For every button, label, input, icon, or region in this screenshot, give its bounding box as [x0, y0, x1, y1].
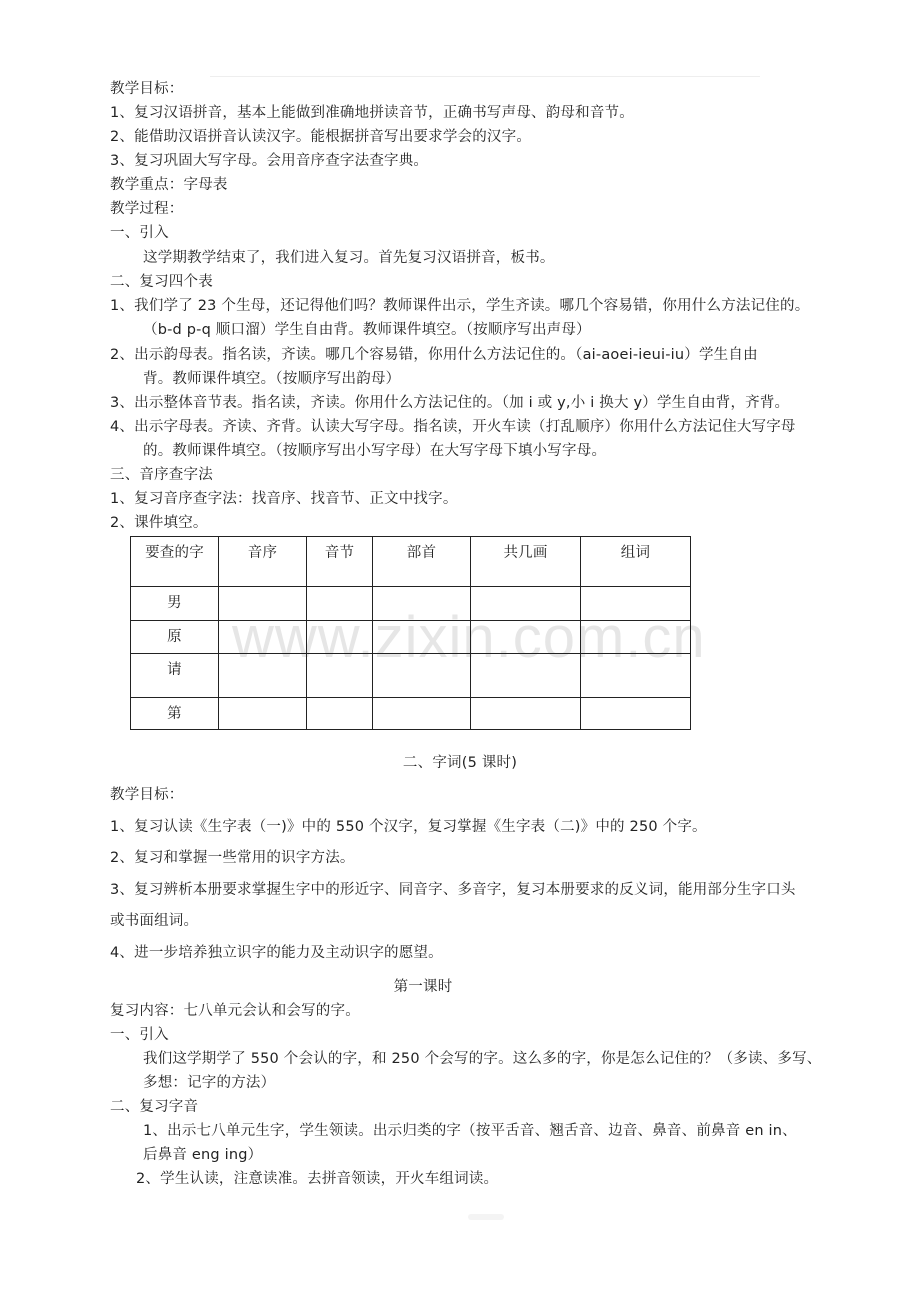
- review-item-cont: 背。教师课件填空。（按顺序写出韵母）: [143, 371, 401, 387]
- goal-line: 2、能借助汉语拼音认读汉字。能根据拼音写出要求学会的汉字。: [110, 129, 532, 145]
- table-header-cell: 部首: [373, 537, 471, 587]
- intro-text: 我们这学期学了 550 个会认的字，和 250 个会写的字。这么多的字，你是怎么记住的？（多读、多写、: [143, 1051, 822, 1067]
- table-cell: 请: [131, 654, 219, 698]
- review-item: 1、我们学了 23 个生母，还记得他们吗？教师课件出示，学生齐读。哪几个容易错，你用什么方法记住的。: [110, 298, 810, 314]
- review-heading: 二、复习四个表: [110, 274, 213, 290]
- intro-heading: 一、引入: [110, 1027, 169, 1043]
- table-cell: [307, 621, 373, 654]
- table-cell: [471, 587, 581, 621]
- review-item: 4、出示字母表。齐读、齐背。认读大写字母。指名读，开火车读（打乱顺序）你用什么方法记住大写字母: [110, 419, 796, 435]
- table-cell: [471, 621, 581, 654]
- intro-text-cont: 多想：记字的方法）: [143, 1075, 276, 1091]
- review-item: 3、出示整体音节表。指名读，齐读。你用什么方法记住的。（加 i 或 y,小 i 换大 y）学生自由背，齐背。: [110, 395, 790, 411]
- table-cell: [219, 587, 307, 621]
- watermark: www.zixin.com.cn: [232, 605, 706, 670]
- table-row: [131, 587, 691, 621]
- table-cell: [219, 654, 307, 698]
- table-cell: [581, 654, 691, 698]
- review-item-cont: 的。教师课件填空。（按顺序写出小写字母）在大写字母下填小写字母。: [143, 443, 607, 459]
- sound-item: 2、学生认读，注意读准。去拼音领读，开火车组词读。: [136, 1171, 499, 1187]
- header-rule: [210, 76, 760, 77]
- lookup-table: [130, 536, 691, 730]
- table-cell: 原: [131, 621, 219, 654]
- lookup-item: 1、复习音序查字法：找音序、找音节、正文中找字。: [110, 491, 458, 507]
- goals-heading: 教学目标：: [110, 81, 184, 97]
- table-row: [131, 654, 691, 698]
- sound-item: 1、出示七八单元生字，学生领读。出示归类的字（按平舌音、翘舌音、边音、鼻音、前鼻音 en in、: [143, 1123, 797, 1139]
- table-cell: [373, 621, 471, 654]
- goal-line-cont: 或书面组词。: [110, 913, 199, 929]
- intro-heading: 一、引入: [110, 225, 169, 241]
- review-content: 复习内容：七八单元会认和会写的字。: [110, 1003, 360, 1019]
- intro-text: 这学期教学结束了，我们进入复习。首先复习汉语拼音，板书。: [143, 250, 555, 266]
- goal-line: 2、复习和掌握一些常用的识字方法。: [110, 850, 355, 866]
- goal-line: 1、复习认读《生字表（一)》中的 550 个汉字，复习掌握《生字表（二)》中的 250 个字。: [110, 819, 707, 835]
- table-cell: [307, 587, 373, 621]
- table-cell: 男: [131, 587, 219, 621]
- lesson-title: 第一课时: [393, 979, 453, 995]
- lookup-heading: 三、音序查字法: [110, 467, 213, 483]
- table-cell: [581, 587, 691, 621]
- sound-item-cont: 后鼻音 eng ing）: [143, 1147, 263, 1163]
- review-item: 2、出示韵母表。指名读，齐读。哪几个容易错，你用什么方法记住的。（ai-aoei-ieui-iu）学生自由: [110, 347, 758, 363]
- table-header-cell: 组词: [581, 537, 691, 587]
- teaching-focus: 教学重点：字母表: [110, 177, 228, 193]
- table-header-row: [131, 537, 691, 587]
- table-header-cell: 共几画: [471, 537, 581, 587]
- goal-line: 1、复习汉语拼音，基本上能做到准确地拼读音节，正确书写声母、韵母和音节。: [110, 105, 634, 121]
- sound-heading: 二、复习字音: [110, 1099, 199, 1115]
- table-cell: [307, 698, 373, 730]
- goal-line: 3、复习巩固大写字母。会用音序查字法查字典。: [110, 153, 429, 169]
- goals-heading: 教学目标：: [110, 787, 184, 803]
- table-cell: [373, 654, 471, 698]
- table-cell: [219, 698, 307, 730]
- table-row: [131, 698, 691, 730]
- table-cell: [471, 654, 581, 698]
- goal-line: 3、复习辨析本册要求掌握生字中的形近字、同音字、多音字，复习本册要求的反义词，能用部分生字口头: [110, 882, 796, 898]
- table-cell: [581, 621, 691, 654]
- table-cell: [373, 698, 471, 730]
- lookup-item: 2、课件填空。: [110, 515, 208, 531]
- review-item-cont: （b-d p-q 顺口溜）学生自由背。教师课件填空。（按顺序写出声母）: [143, 322, 591, 338]
- process-heading: 教学过程：: [110, 201, 184, 217]
- section-title: 二、字词(5 课时): [402, 755, 518, 771]
- table-cell: [471, 698, 581, 730]
- footer-mark: [468, 1214, 504, 1220]
- table-row: [131, 621, 691, 654]
- table-header-cell: 要查的字: [131, 537, 219, 587]
- table-cell: 第: [131, 698, 219, 730]
- table-header-cell: 音序: [219, 537, 307, 587]
- table-header-cell: 音节: [307, 537, 373, 587]
- table-cell: [219, 621, 307, 654]
- table-cell: [307, 654, 373, 698]
- table-cell: [373, 587, 471, 621]
- table-cell: [581, 698, 691, 730]
- goal-line: 4、进一步培养独立识字的能力及主动识字的愿望。: [110, 945, 443, 961]
